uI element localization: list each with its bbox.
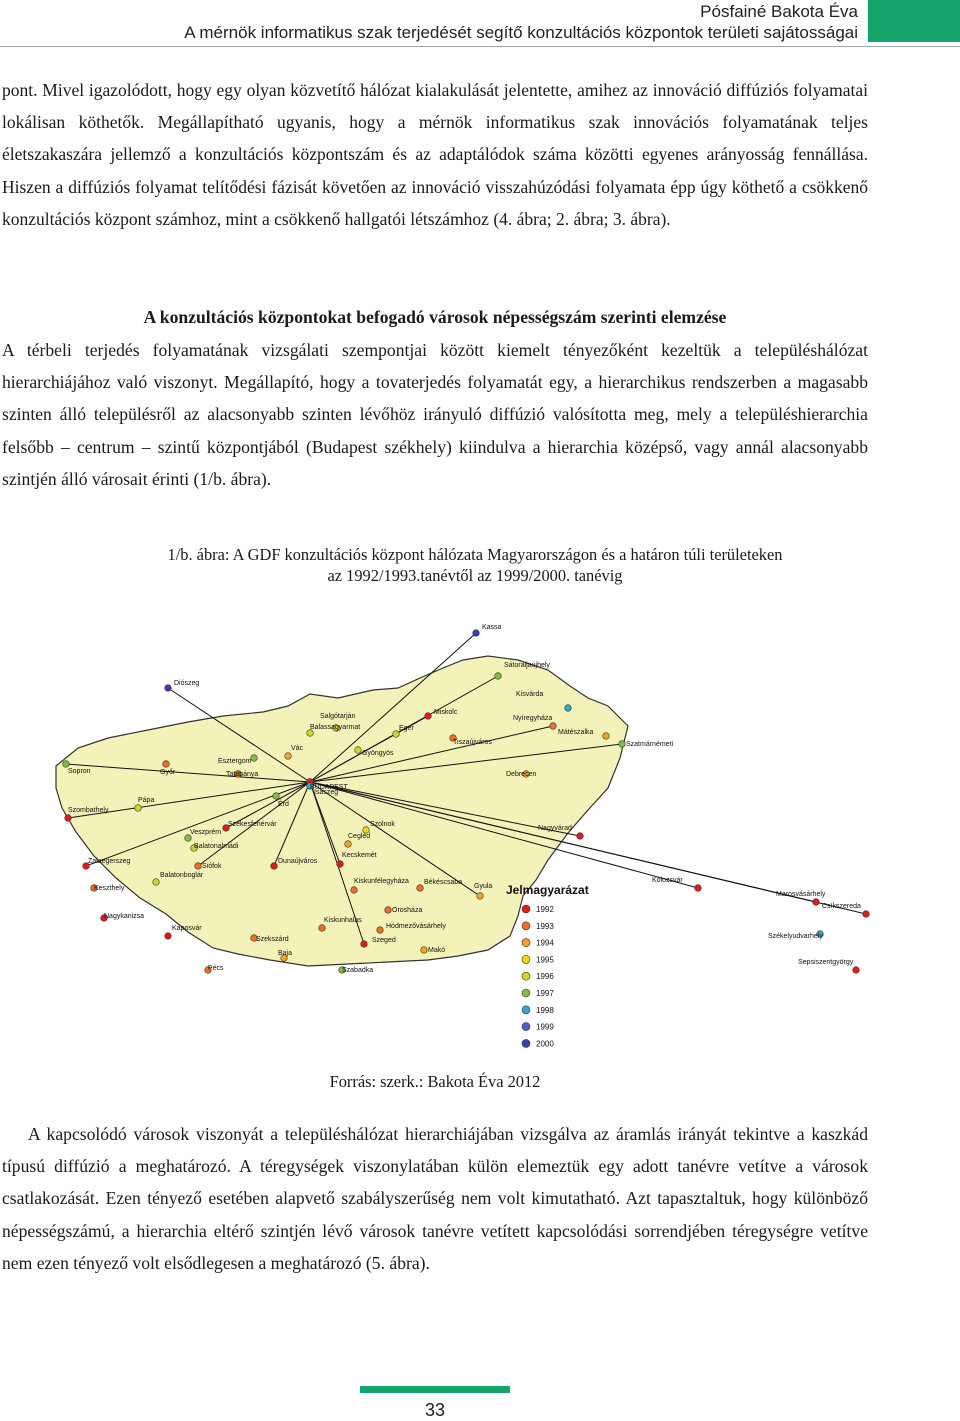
city-label: Nagyvárad xyxy=(538,825,572,832)
city-label: Nyíregyháza xyxy=(513,715,553,722)
city-label: Miskolc xyxy=(434,709,458,716)
city-label: Mátészalka xyxy=(558,729,594,736)
city-marker xyxy=(421,947,428,954)
city-marker xyxy=(550,723,557,730)
city-label: Dunaújváros xyxy=(278,858,318,865)
city-marker xyxy=(273,793,280,800)
body-paragraph-3: A kapcsolódó városok viszonyát a településhálózat hierarchiájában vizsgálva az áramlás irányát tekintve a kaszkád típusú diffúzió a meghatározó. A téregységek viszonylatában külön elemeztük egy adott tanévre vetítve a városok csatlakozását. Ezen tényező esetében alapvető szabályszerűség nem volt kimutatható. Azt tapasztaltuk, hogy különböző népességszámú, a hierarchia eltérő szintjén lévő városok tanévre vetített kapcsolódási sorrendjében téregységre vetítve nem ezen tényező volt elsődlegesen a meghatározó (5. ábra). xyxy=(2,1124,868,1273)
legend-swatch xyxy=(522,989,530,997)
city-label: Békéscsaba xyxy=(424,879,463,886)
city-marker xyxy=(165,933,172,940)
figure-caption-line-2: az 1992/1993.tanévtől az 1999/2000. tanévig xyxy=(327,566,623,585)
city-label: Szabadka xyxy=(342,967,374,974)
city-label: Siófok xyxy=(202,863,222,870)
city-marker xyxy=(337,861,344,868)
city-label: Szeged xyxy=(372,937,396,944)
city-marker xyxy=(351,887,358,894)
city-marker xyxy=(355,747,362,754)
city-label: Salgótarján xyxy=(320,713,356,720)
city-label: Csíkszereda xyxy=(822,903,861,910)
legend-label: 1998 xyxy=(536,1005,554,1015)
city-label: Sepsiszentgyörgy xyxy=(798,959,854,966)
city-label: Székesfehérvár xyxy=(228,821,277,828)
legend-label: 1993 xyxy=(536,921,554,931)
legend-label: 1996 xyxy=(536,972,554,982)
header-accent-box xyxy=(868,0,960,42)
city-label: Balassagyarmat xyxy=(310,724,361,731)
figure-source: Forrás: szerk.: Bakota Éva 2012 xyxy=(329,1072,541,1091)
city-label: Kiskunfélegyháza xyxy=(354,878,409,885)
city-marker xyxy=(345,841,352,848)
city-label: Szekszárd xyxy=(256,936,289,943)
legend-swatch xyxy=(522,1023,530,1031)
city-label: Gyöngyös xyxy=(362,750,394,757)
city-label: Kiskunhalas xyxy=(324,917,362,924)
city-label: Sopron xyxy=(68,768,91,775)
legend-label: 1995 xyxy=(536,955,554,965)
city-marker xyxy=(565,705,572,712)
city-marker xyxy=(577,833,584,840)
city-label: Érd xyxy=(278,801,289,808)
city-label: Hódmezővásárhely xyxy=(386,923,446,930)
city-marker xyxy=(251,755,258,762)
city-label: Pápa xyxy=(138,797,155,804)
city-marker xyxy=(495,673,502,680)
section-heading: A konzultációs központokat befogadó városok népességszám szerinti elemzése xyxy=(143,307,727,327)
city-marker xyxy=(195,863,202,870)
city-marker xyxy=(319,925,326,932)
city-marker xyxy=(385,907,392,914)
city-label: Cegléd xyxy=(348,833,371,840)
legend-swatch xyxy=(522,922,530,930)
city-marker xyxy=(153,879,160,886)
city-label: Kecskemét xyxy=(342,852,377,859)
city-label: Kaposvár xyxy=(172,925,202,932)
city-marker xyxy=(863,911,870,918)
city-marker xyxy=(473,630,480,637)
city-label: Kolozsvár xyxy=(652,877,683,884)
legend-label: 1997 xyxy=(536,989,554,998)
legend-label: 2000 xyxy=(536,1039,554,1049)
city-marker xyxy=(695,885,702,892)
legend-swatch xyxy=(522,1006,530,1014)
city-marker xyxy=(377,927,384,934)
city-label: Esztergom xyxy=(218,758,252,765)
city-label: Makó xyxy=(428,947,446,954)
running-header-author: Pósfainé Bakota Éva xyxy=(700,2,858,21)
city-label: Sátoraljaújhely xyxy=(504,662,550,669)
body-paragraph-1: pont. Mivel igazolódott, hogy egy olyan közvetítő hálózat kialakulását jelentette, amihez az innováció diffúziós folyamatai lokálisan köthetők. Megállapítható ugyanis, hogy a mérnök informatikus szak innovációs folyamatának teljes életszakaszára jellemző a konzultációs központszám és az adaptálódok száma közötti egyenes arányosság fennállása. Hiszen a diffúziós folyamat telítődési fázisát követően az innováció visszahúzódási folyamata épp úgy köthető a csökkenő konzultációs központ számhoz, mint a csökkenő hallgatói létszámhoz (4. ábra; 2. ábra; 3. ábra). xyxy=(2,80,868,229)
city-label: Gyula xyxy=(474,883,493,890)
city-label: Zalaegerszeg xyxy=(88,858,131,865)
city-label: Tatabánya xyxy=(226,771,259,778)
body-paragraph-2: A térbeli terjedés folyamatának vizsgálati szempontjai között kiemelt tényezőként kezeltük a településhálózat hierarchiájához való viszonyt. Megállapító, hogy a tovaterjedés folyamatát egy, a hierarchikus rendszerben a magasabb szinten álló településről az alacsonyabb szinten lévőhöz irányuló diffúzió valósította meg, mely a településhierarchia felsőbb – centrum – szintű központjából (Budapest székhely) kiindulva a hierarchia középső, vagy annál alacsonyabb szintjén álló városait érinti (1/b. ábra). xyxy=(2,340,868,489)
hub-label: BUDAPEST xyxy=(310,784,348,791)
city-label: Orosháza xyxy=(392,907,423,914)
consultation-network-map xyxy=(48,598,878,1060)
legend-swatch xyxy=(522,955,530,963)
city-marker xyxy=(135,805,142,812)
city-marker xyxy=(477,893,484,900)
figure-caption xyxy=(80,544,870,586)
city-label: Tiszaújváros xyxy=(453,739,493,746)
legend-label: 1999 xyxy=(536,1022,554,1032)
city-marker xyxy=(425,713,432,720)
city-label: Veszprém xyxy=(190,829,222,836)
running-header-title: A mérnök informatikus szak terjedését segítő konzultációs központok területi sajátosságai xyxy=(184,23,858,42)
city-marker xyxy=(417,885,424,892)
city-marker xyxy=(65,815,72,822)
legend-label: 1992 xyxy=(536,905,554,914)
footer-accent-bar xyxy=(360,1386,510,1393)
city-marker xyxy=(63,761,70,768)
page-number: 33 xyxy=(424,1400,446,1420)
city-marker xyxy=(813,899,820,906)
city-label: Baja xyxy=(278,950,293,957)
city-label: Balatonboglár xyxy=(160,872,204,879)
city-label: Debrecen xyxy=(506,771,537,778)
city-label: Pécs xyxy=(208,965,224,972)
city-label: Nagykanizsa xyxy=(104,913,145,920)
city-marker xyxy=(271,863,278,870)
city-label: Keszthely xyxy=(94,885,125,892)
city-marker xyxy=(603,733,610,740)
city-label: Isaszeg xyxy=(314,789,339,796)
legend-swatch xyxy=(522,972,530,980)
legend-swatch xyxy=(522,939,530,947)
city-label: Diószeg xyxy=(174,680,200,687)
city-label: Szolnok xyxy=(370,821,395,828)
city-marker xyxy=(165,685,172,692)
legend-swatch xyxy=(522,905,530,913)
city-marker xyxy=(285,753,292,760)
city-marker xyxy=(619,741,626,748)
city-marker xyxy=(853,967,860,974)
city-label: Székelyudvarhely xyxy=(768,933,823,940)
city-label: Vác xyxy=(291,745,304,752)
legend-swatch xyxy=(522,1039,530,1047)
city-label: Eger xyxy=(399,725,414,732)
legend-label: 1994 xyxy=(536,938,554,948)
city-marker xyxy=(361,941,368,948)
city-label: Kisvárda xyxy=(516,691,544,698)
city-label: Szombathely xyxy=(68,807,109,814)
city-label: Balatonalmádi xyxy=(194,843,239,850)
city-marker xyxy=(163,761,170,768)
header-rule xyxy=(0,46,960,47)
city-label: Kassa xyxy=(482,624,502,631)
city-label: Marosvásárhely xyxy=(776,891,826,898)
city-label: Győr xyxy=(160,769,176,776)
figure-caption-line-1: 1/b. ábra: A GDF konzultációs központ hálózata Magyarországon és a határon túli területeken xyxy=(167,545,783,564)
city-label: Szatmárnémeti xyxy=(626,741,674,748)
legend-title: Jelmagyarázat xyxy=(506,883,589,897)
